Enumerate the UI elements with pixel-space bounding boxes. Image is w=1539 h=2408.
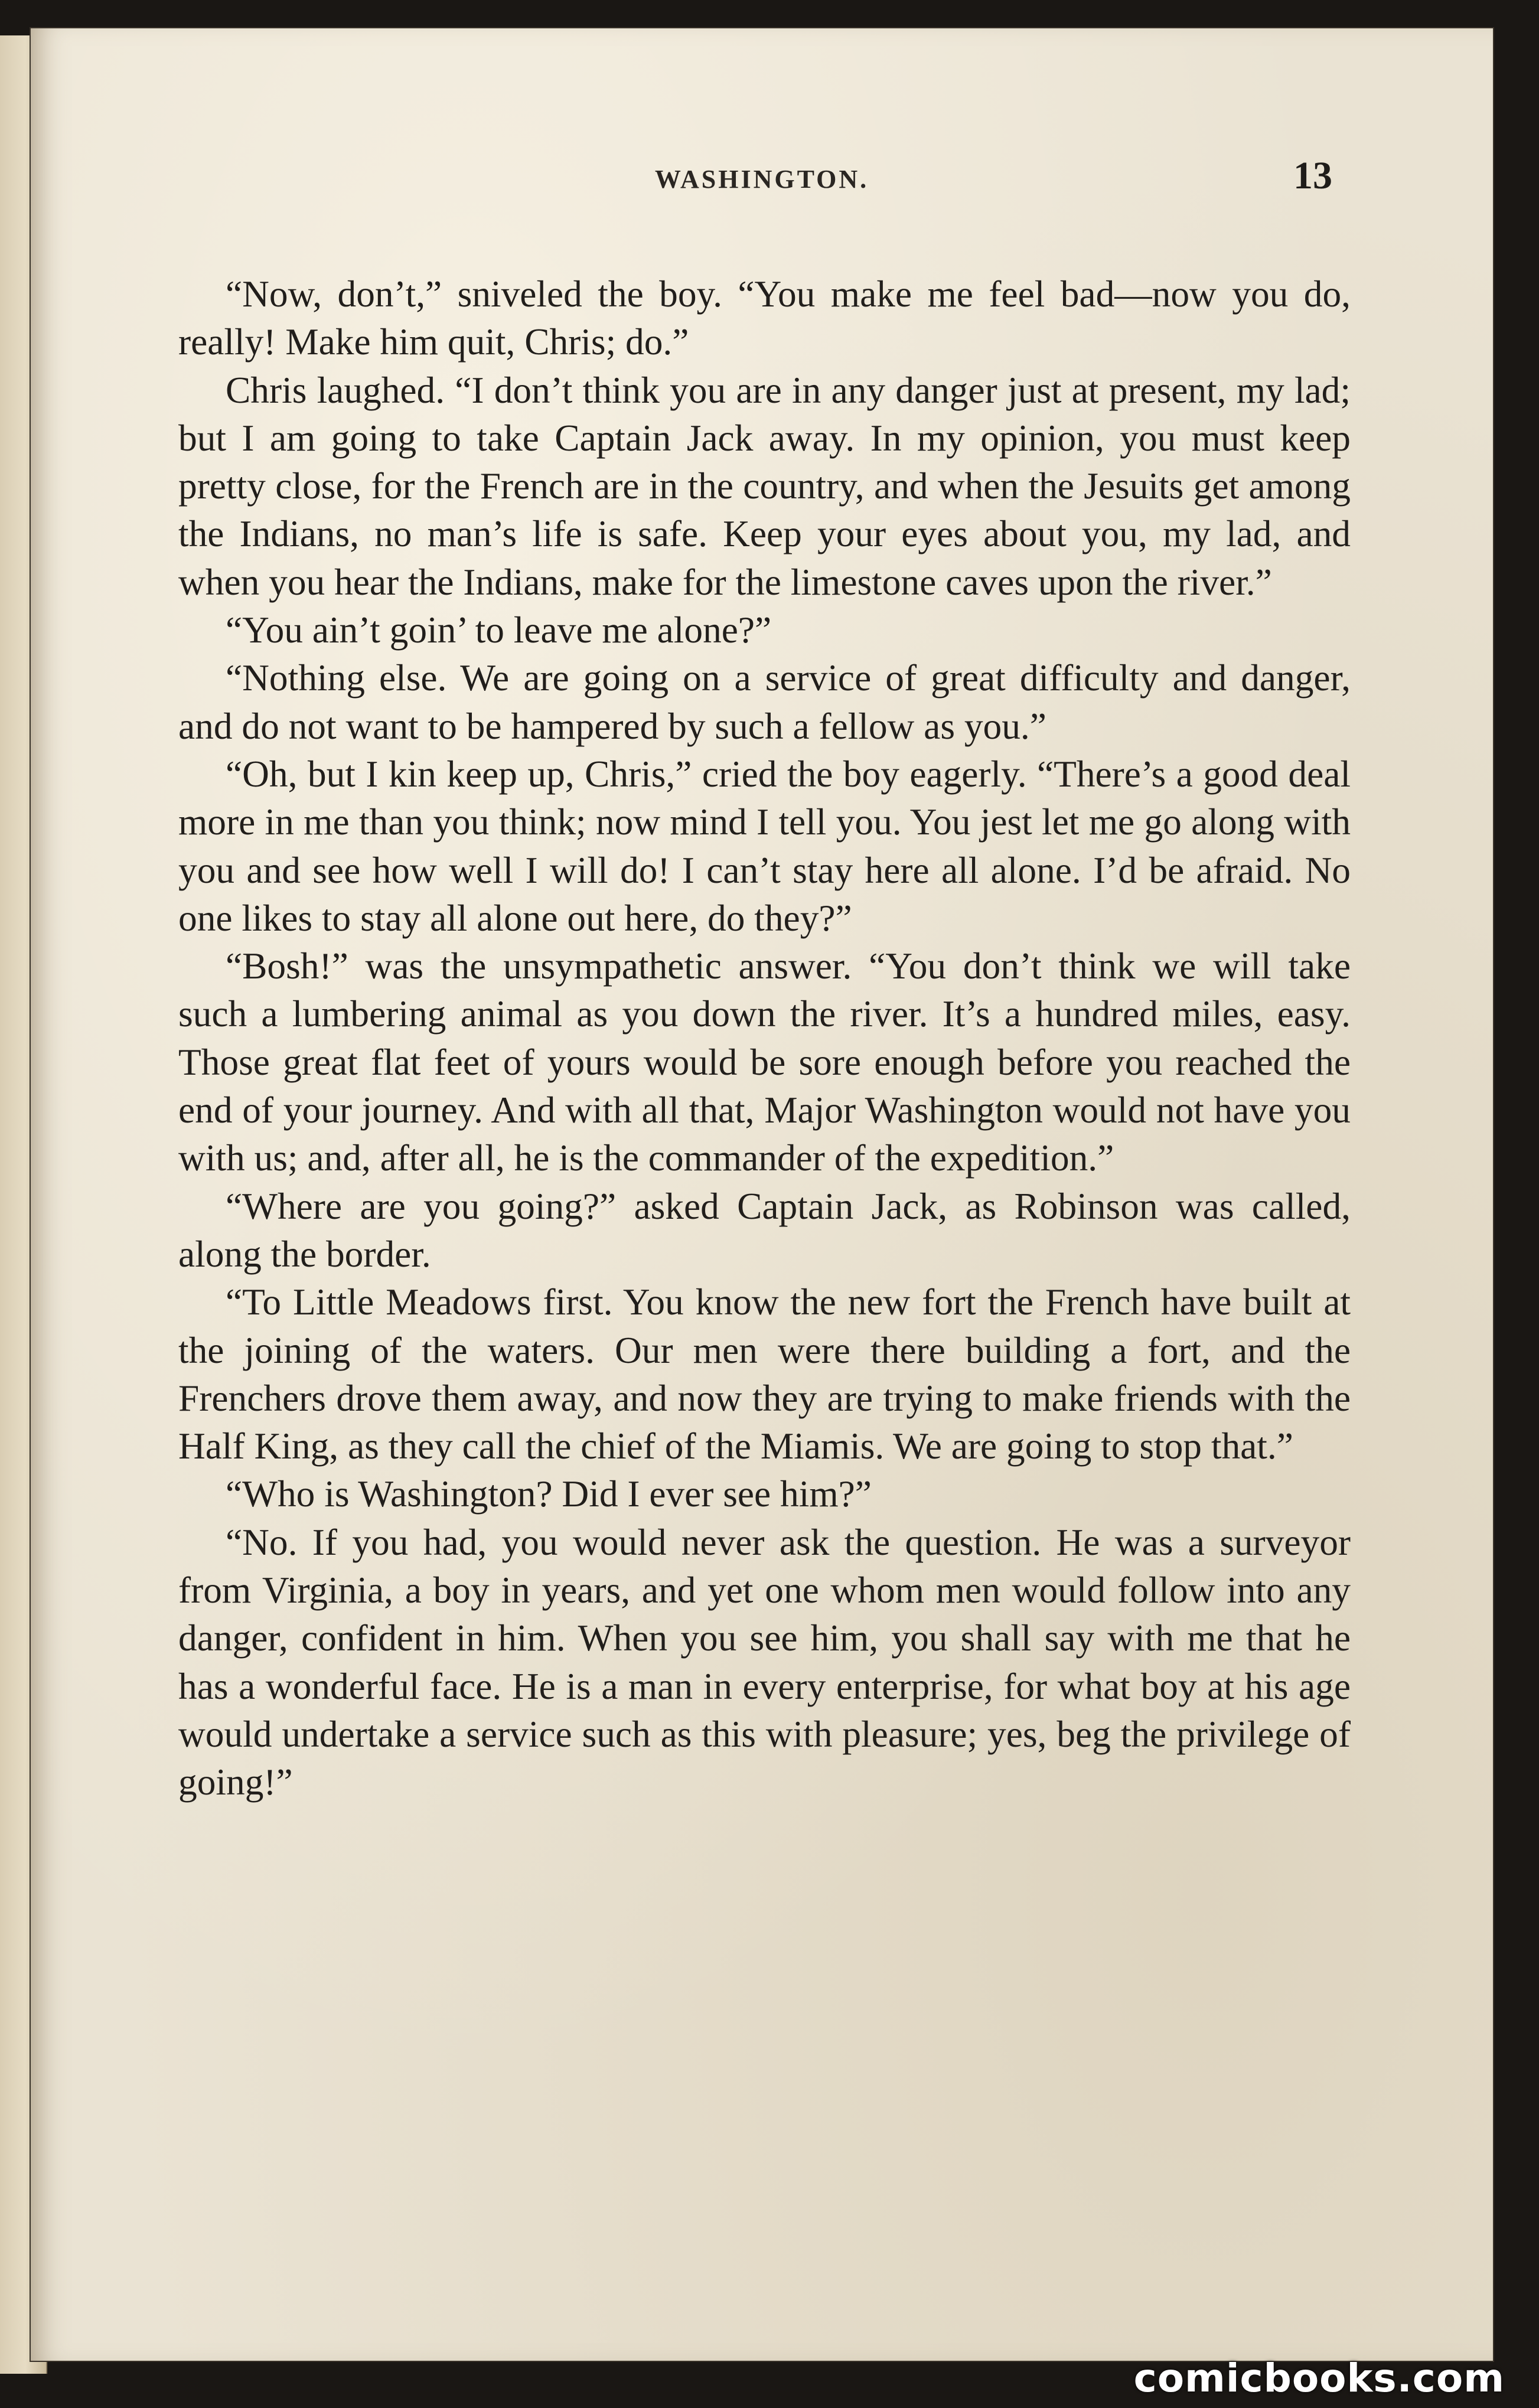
paragraph: “Now, don’t,” sniveled the boy. “You make me feel bad—now you do, really! Make him quit, Chris; do.”	[178, 273, 1351, 363]
book-page	[31, 28, 1493, 2361]
page-number: 13	[1293, 154, 1332, 197]
paragraph: “Bosh!” was the unsympathetic answer. “You don’t think we will take such a lumbering animal as you down the river. It’s a hundred miles, easy. Those great flat feet of yours would be sore enough before you reached the end of your journey. And with all that, Major Washington would not have you with us; and, after all, he is the commander of the expedition.”	[178, 945, 1351, 1179]
body-text	[178, 270, 1351, 1807]
running-head-title: WASHINGTON.	[654, 165, 869, 194]
paragraph: “No. If you had, you would never ask the question. He was a surveyor from Virginia, a boy in years, and yet one whom men would follow into any danger, confident in him. When you see him, you shall say with me that he has a wonderful face. He is a man in every enterprise, for what boy at his age would undertake a service such as this with pleasure; yes, beg the privilege of going!”	[178, 1521, 1351, 1803]
paragraph: “Where are you going?” asked Captain Jack, as Robinson was called, along the border.	[178, 1185, 1351, 1275]
paragraph: “To Little Meadows first. You know the new fort the French have built at the joining of the waters. Our men were there building a fort, and the Frenchers drove them away, and now they are trying to make friends with the Half King, as they call the chief of the Miamis. We are going to stop that.”	[178, 1281, 1351, 1467]
paragraph: Chris laughed. “I don’t think you are in any danger just at present, my lad; but I am going to take Captain Jack away. In my opinion, you must keep pretty close, for the French are in the country, and when the Jesuits get among the Indians, no man’s life is safe. Keep your eyes about you, my lad, and when you hear the Indians, make for the limestone caves upon the river.”	[178, 369, 1351, 603]
paragraph: “Oh, but I kin keep up, Chris,” cried the boy eagerly. “There’s a good deal more in me than you think; now mind I tell you. You jest let me go along with you and see how well I will do! I can’t stay here all alone. I’d be afraid. No one likes to stay all alone out here, do they?”	[178, 753, 1351, 939]
site-watermark: comicbooks.com	[1133, 2355, 1505, 2401]
paragraph: “Who is Washington? Did I ever see him?”	[226, 1473, 872, 1515]
paragraph: “Nothing else. We are going on a service of great difficulty and danger, and do not want to be hampered by such a fellow as you.”	[178, 657, 1351, 747]
paragraph: “You ain’t goin’ to leave me alone?”	[226, 609, 772, 651]
running-head	[31, 154, 1493, 217]
